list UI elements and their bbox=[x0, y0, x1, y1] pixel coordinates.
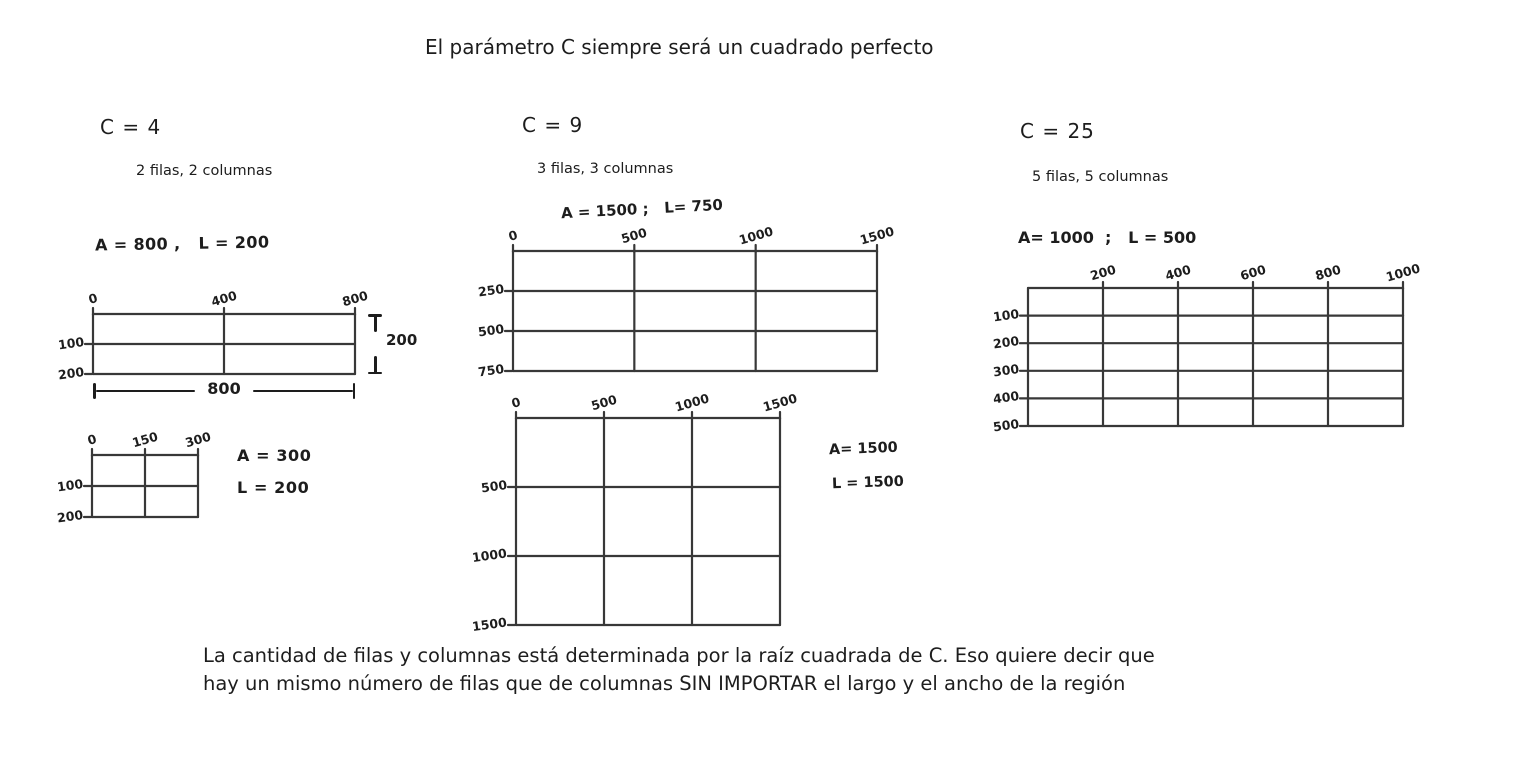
grid-c9-square bbox=[471, 390, 799, 635]
x-axis-tick-label: 300 bbox=[183, 428, 213, 451]
x-axis-tick-label: 0 bbox=[86, 290, 100, 307]
width-dimension-label: 800 bbox=[207, 378, 241, 398]
panel-c25-formula: A= 1000 ; L = 500 bbox=[1018, 228, 1197, 247]
panel-c25-subheading: 5 filas, 5 columnas bbox=[1032, 169, 1169, 185]
x-axis-tick-label: 500 bbox=[589, 391, 619, 414]
x-axis-tick-label: 800 bbox=[340, 287, 370, 310]
panel-c4-subheading: 2 filas, 2 columnas bbox=[136, 163, 273, 179]
x-axis-tick-label: 0 bbox=[506, 227, 520, 244]
y-axis-tick-label: 400 bbox=[991, 388, 1020, 407]
x-axis-tick-label: 400 bbox=[1163, 261, 1193, 284]
width-dimension-bracket bbox=[93, 378, 355, 400]
footer-line-1: La cantidad de filas y columnas está determinada por la raíz cuadrada de C. Eso quiere decir que bbox=[203, 644, 1155, 667]
y-axis-tick-label: 200 bbox=[991, 333, 1020, 352]
height-dimension-bracket bbox=[368, 314, 382, 374]
bracket-top-stem bbox=[374, 314, 377, 332]
bracket-bottom-cap bbox=[368, 372, 382, 375]
x-axis-tick-label: 400 bbox=[209, 287, 239, 310]
bracket-right-cap bbox=[353, 383, 356, 399]
grid-c9-square-length-label: L = 1500 bbox=[831, 473, 905, 493]
panel-c9-heading: C = 9 bbox=[522, 113, 584, 137]
x-axis-tick-label: 150 bbox=[130, 428, 160, 451]
x-axis-tick-label: 1500 bbox=[761, 390, 799, 415]
grid-lines bbox=[516, 418, 780, 625]
y-axis-tick-label: 100 bbox=[55, 476, 84, 495]
grid-lines bbox=[513, 251, 877, 371]
grid-c4-small bbox=[55, 428, 213, 526]
y-axis-tick-label: 1500 bbox=[471, 614, 508, 635]
x-axis-tick-label: 1000 bbox=[736, 223, 775, 248]
grid-c4-small-area-label: A = 300 bbox=[237, 446, 312, 465]
height-dimension-label: 200 bbox=[386, 331, 418, 349]
panel-c4-formula: A = 800 , L = 200 bbox=[94, 232, 270, 255]
x-axis-tick-label: 0 bbox=[509, 394, 523, 411]
y-axis-tick-label: 750 bbox=[476, 361, 505, 380]
grid-c9-square-area-label: A= 1500 bbox=[828, 439, 899, 459]
y-axis-tick-label: 200 bbox=[55, 507, 84, 526]
y-axis-tick-label: 300 bbox=[991, 360, 1020, 380]
y-axis-tick-label: 250 bbox=[476, 280, 505, 300]
grid-lines bbox=[1028, 288, 1403, 426]
x-axis-tick-label: 500 bbox=[619, 224, 649, 247]
bracket-left-line bbox=[96, 390, 196, 393]
y-axis-tick-label: 500 bbox=[991, 416, 1020, 435]
x-axis-tick-label: 800 bbox=[1313, 261, 1343, 284]
footer-line-2: hay un mismo número de filas que de columnas SIN IMPORTAR el largo y el ancho de la región bbox=[203, 672, 1126, 695]
grid-lines bbox=[93, 314, 355, 374]
x-axis-tick-label: 0 bbox=[85, 431, 99, 448]
grid-c4-large bbox=[56, 287, 418, 398]
panel-c9-formula: A = 1500 ; L= 750 bbox=[560, 195, 724, 223]
x-axis-tick-label: 1000 bbox=[1384, 260, 1422, 285]
y-axis-tick-label: 500 bbox=[479, 476, 508, 496]
panel-c25-heading: C = 25 bbox=[1020, 119, 1095, 143]
x-axis-tick-label: 1500 bbox=[858, 223, 896, 248]
y-axis-tick-label: 100 bbox=[991, 305, 1020, 325]
panel-c4-heading: C = 4 bbox=[100, 115, 162, 139]
grid-c9-wide bbox=[476, 223, 896, 380]
grid-lines bbox=[92, 455, 198, 517]
y-axis-tick-label: 100 bbox=[56, 334, 85, 353]
y-axis-tick-label: 1000 bbox=[471, 545, 508, 566]
x-axis-tick-label: 600 bbox=[1238, 261, 1268, 284]
y-axis-tick-label: 500 bbox=[476, 321, 505, 340]
bracket-right-line bbox=[253, 390, 353, 393]
x-axis-tick-label: 1000 bbox=[673, 390, 711, 415]
panel-c9-subheading: 3 filas, 3 columnas bbox=[537, 161, 674, 177]
grid-c4-small-length-label: L = 200 bbox=[237, 478, 310, 497]
x-axis-tick-label: 200 bbox=[1088, 261, 1118, 284]
y-axis-tick-label: 200 bbox=[56, 364, 85, 383]
grid-c25 bbox=[991, 260, 1422, 435]
page-title: El parámetro C siempre será un cuadrado perfecto bbox=[425, 35, 934, 59]
